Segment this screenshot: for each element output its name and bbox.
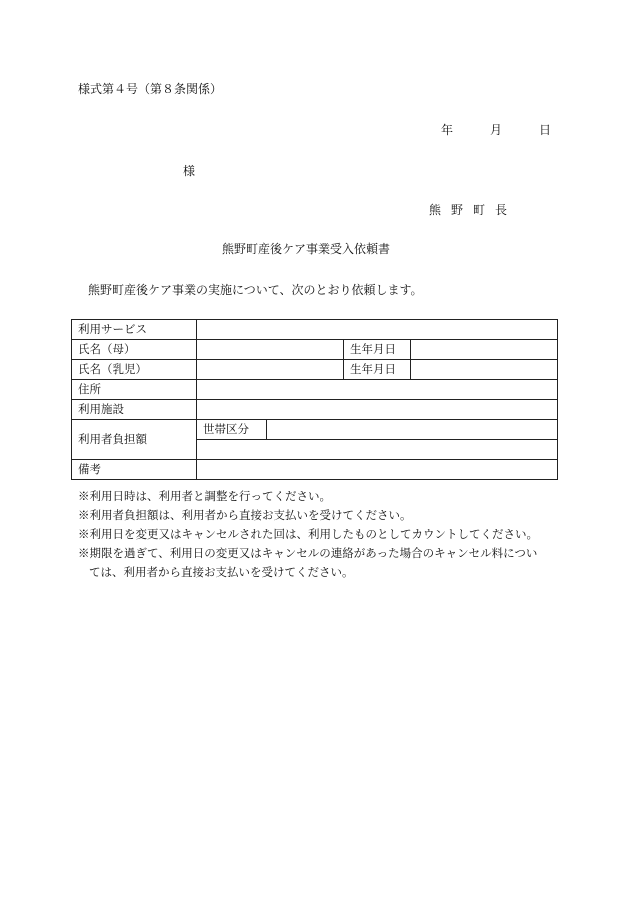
form-number: 様式第４号（第８条関係）	[78, 82, 223, 96]
note-line: ※利用日時は、利用者と調整を行ってください。	[78, 489, 331, 503]
user-fee-label: 利用者負担額	[72, 420, 197, 460]
addressee-suffix: 様	[183, 164, 196, 178]
document-title: 熊野町産後ケア事業受入依頼書	[222, 242, 391, 256]
user-fee-amount-field[interactable]	[197, 440, 558, 460]
facility-label: 利用施設	[72, 400, 197, 420]
infant-birthdate-field[interactable]	[411, 360, 558, 380]
table-row-service	[72, 320, 558, 340]
note-line-continuation: ては、利用者から直接お支払いを受けてください。	[89, 565, 354, 579]
note-line: ※利用日を変更又はキャンセルされた回は、利用したものとしてカウントしてください。	[78, 527, 538, 541]
mother-name-field[interactable]	[197, 340, 344, 360]
date-month-label: 月	[490, 123, 503, 137]
facility-field[interactable]	[197, 400, 558, 420]
address-field[interactable]	[197, 380, 558, 400]
table-row-infant	[72, 360, 558, 380]
table-row-address	[72, 380, 558, 400]
notes-section	[78, 487, 538, 582]
service-label: 利用サービス	[72, 320, 197, 340]
infant-birthdate-label: 生年月日	[344, 360, 411, 380]
date-line	[441, 123, 551, 137]
household-class-field[interactable]	[267, 420, 558, 440]
address-label: 住所	[72, 380, 197, 400]
household-class-label: 世帯区分	[197, 420, 267, 440]
infant-name-field[interactable]	[197, 360, 344, 380]
service-field[interactable]	[197, 320, 558, 340]
table-row-user-fee	[72, 420, 558, 440]
table-row-facility	[72, 400, 558, 420]
table-row-remarks	[72, 460, 558, 480]
remarks-label: 備考	[72, 460, 197, 480]
note-line: ※期限を過ぎて、利用日の変更又はキャンセルの連絡があった場合のキャンセル料につい	[78, 546, 538, 560]
mother-birthdate-field[interactable]	[411, 340, 558, 360]
date-year-label: 年	[441, 123, 454, 137]
date-day-label: 日	[539, 123, 552, 137]
mother-birthdate-label: 生年月日	[344, 340, 411, 360]
mother-name-label: 氏名（母）	[72, 340, 197, 360]
remarks-field[interactable]	[197, 460, 558, 480]
table-row-mother	[72, 340, 558, 360]
intro-text: 熊野町産後ケア事業の実施について、次のとおり依頼します。	[88, 283, 423, 297]
request-info-table	[71, 319, 558, 480]
sender-name: 熊野町長	[429, 203, 518, 217]
note-line: ※利用者負担額は、利用者から直接お支払いを受けてください。	[78, 508, 412, 522]
infant-name-label: 氏名（乳児）	[72, 360, 197, 380]
